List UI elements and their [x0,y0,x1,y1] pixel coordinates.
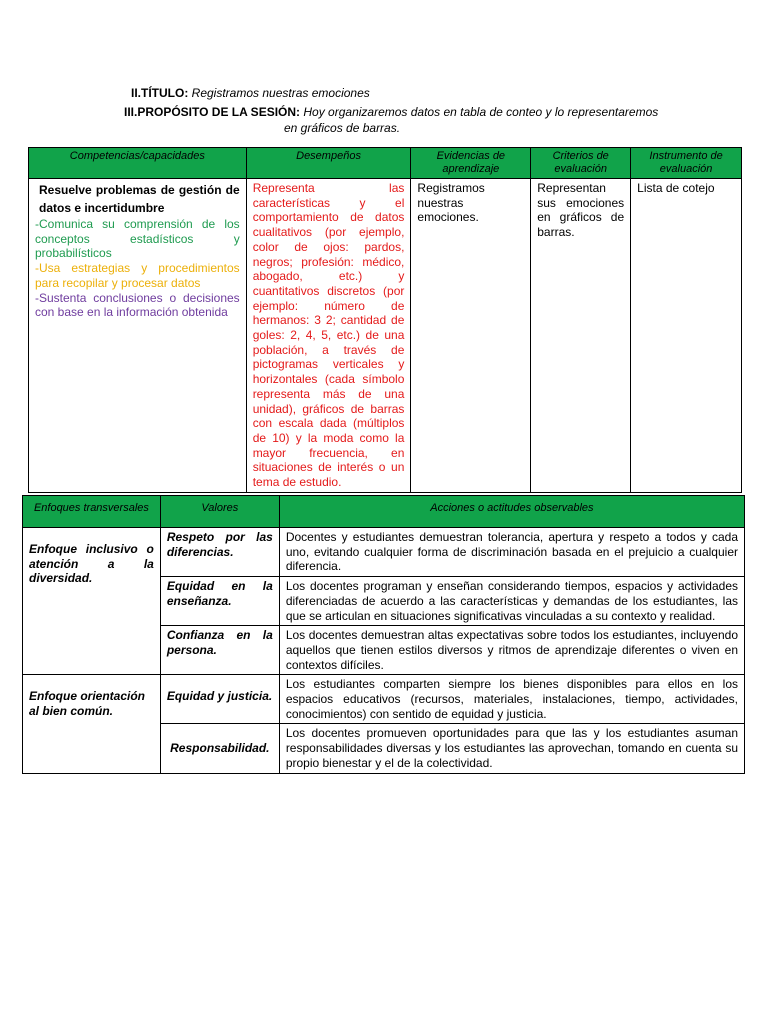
purpose-value-2: en gráficos de barras. [284,121,401,135]
header-criterios: Criterios de evaluación [531,148,631,179]
table-row [23,528,745,577]
session-title [131,85,370,101]
capacidad-3: -Sustenta conclusiones o decisiones con base en la información obtenida [35,290,240,320]
accion-equidad-justicia: Los estudiantes comparten siempre los bienes disponibles para ellos en los espacios educativos (recursos, materiales, instalaciones, tiempo, actividades, conocimientos) con sentido de equidad y justicia. [279,675,744,724]
competencies-table [28,147,742,493]
capacidad-2: -Usa estrategias y procedimientos para recopilar y procesar datos [35,261,240,290]
title-value: Registramos nuestras emociones [191,86,370,100]
enfoques-header-row [23,496,745,528]
header-instrumento: Instrumento de evaluación [631,148,742,179]
enfoque-bien-comun: Enfoque orientación al bien común. [23,675,161,773]
instrumento-cell: Lista de cotejo [631,179,742,493]
desempeno-cell: Representa las características y el comportamiento de datos cualitativos (por ejemplo, color de ojos: pardos, negros; profesión: médico, abogado, etc.) y cuantitativos discretos (por ejemplo: número de hermanos: 3 2; cantidad de goles: 2, 4, 5, etc.) de una población, a través de pictogramas verticales y horizontales (cada símbolo representa más de una unidad), gráficos de barras con escala dada (múltiplos de 10) y la moda como la mayor frecuencia, en situaciones de interés o un tema de estudio. [246,179,411,493]
header-competencias: Competencias/capacidades [29,148,247,179]
session-purpose [124,104,684,136]
valor-responsabilidad: Responsabilidad. [160,724,279,773]
accion-equidad-ensenanza: Los docentes programan y enseñan considerando tiempos, espacios y actividades diferenciadas de acuerdo a las características y demandas de los estudiantes, las que se articulan en situaciones significativas vinculadas a su contexto y realidad. [279,577,744,626]
accion-confianza: Los docentes demuestran altas expectativas sobre todos los estudiantes, incluyendo aquellos que tienen estilos diversos y ritmos de aprendizaje diferentes o viven en contextos difíciles. [279,626,744,675]
valor-equidad-ensenanza: Equidad en la enseñanza. [160,577,279,626]
purpose-label: III.PROPÓSITO DE LA SESIÓN: [124,105,301,119]
competencies-row [29,179,742,493]
criterio-cell: Representan sus emociones en gráficos de barras. [531,179,631,493]
header-evidencias: Evidencias de aprendizaje [411,148,531,179]
accion-respeto: Docentes y estudiantes demuestran tolerancia, apertura y respeto a todos y cada uno, evitando cualquier forma de discriminación basada en el prejuicio a cualquier diferencia. [279,528,744,577]
competencia-title: Resuelve problemas de gestión de datos e incertidumbre [39,183,240,215]
header-desempenos: Desempeños [246,148,411,179]
enfoques-table [22,495,745,774]
purpose-value-1: Hoy organizaremos datos en tabla de conteo y lo representaremos [303,105,659,119]
competencies-header-row [29,148,742,179]
header-valores: Valores [160,496,279,528]
valor-confianza: Confianza en la persona. [160,626,279,675]
valor-equidad-justicia: Equidad y justicia. [160,675,279,724]
header-acciones: Acciones o actitudes observables [279,496,744,528]
competencias-cell [29,179,247,493]
title-label: II.TÍTULO: [131,86,189,100]
table-row [23,675,745,724]
enfoque-inclusivo: Enfoque inclusivo o atención a la diversidad. [23,528,161,675]
evidencia-cell: Registramos nuestras emociones. [411,179,531,493]
header-enfoques: Enfoques transversales [23,496,161,528]
capacidad-1: -Comunica su comprensión de los conceptos estadísticos y probabilísticos [35,217,240,261]
accion-responsabilidad: Los docentes promueven oportunidades para que las y los estudiantes asuman responsabilidades diversas y los estudiantes las aprovechan, tomando en cuenta su propio bienestar y el de la colectividad. [279,724,744,773]
valor-respeto: Respeto por las diferencias. [160,528,279,577]
